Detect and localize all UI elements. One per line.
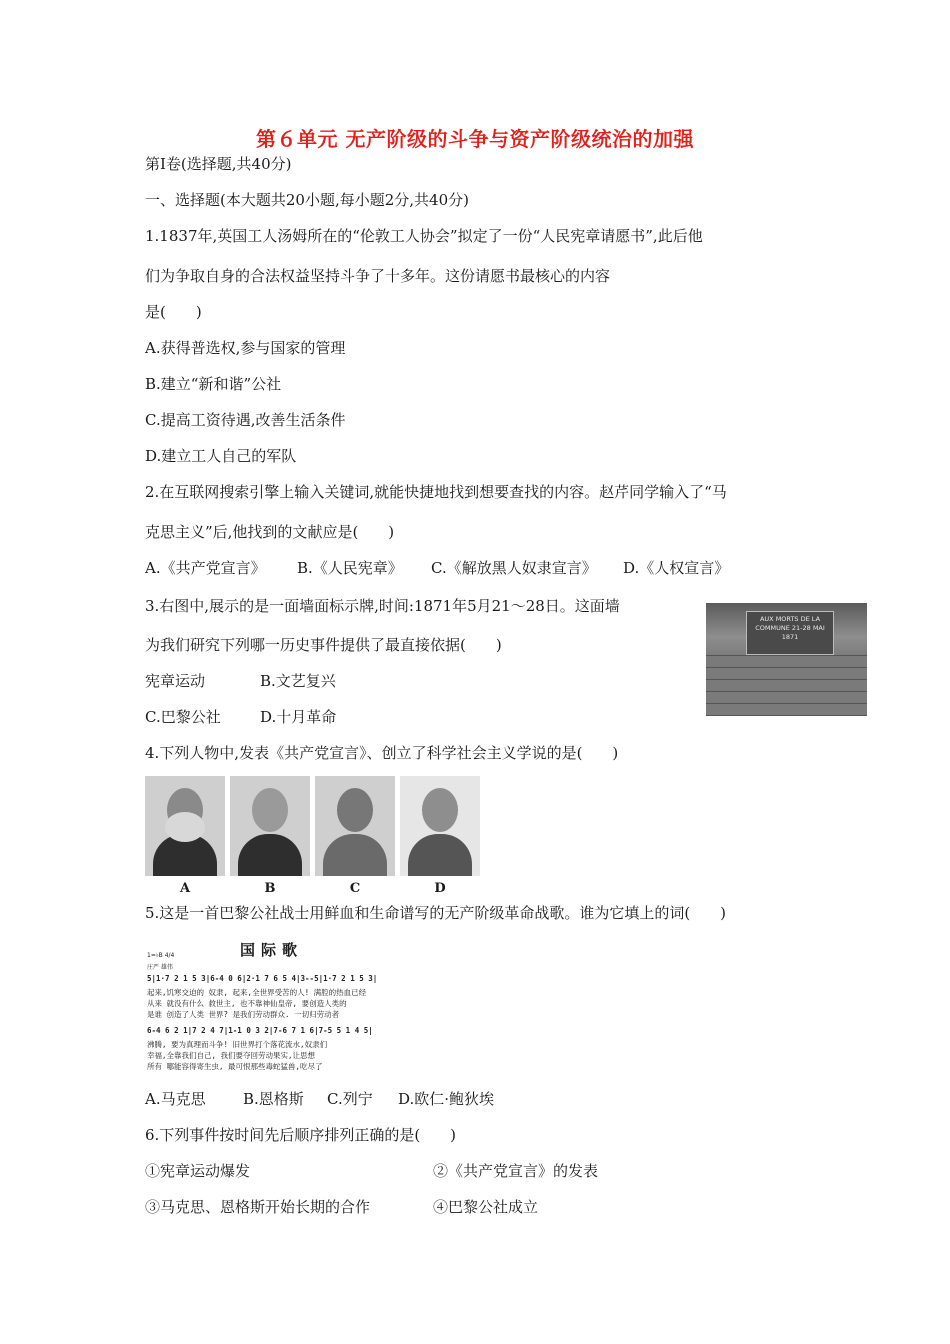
q1-stem-line1: 1.1837年,英国工人汤姆所在的“伦敦工人协会”拟定了一份“人民宪章请愿书”,此后他: [145, 227, 703, 245]
q6-item-1: ①宪章运动爆发: [145, 1162, 251, 1180]
score-lyric-5: 幸福,全靠我们自己, 我们要夺回劳动果实,让思想: [147, 1051, 316, 1060]
score-lyric-4: 沸腾, 要为真理而斗争! 旧世界打个落花流水,奴隶们: [147, 1040, 328, 1049]
q5-option-c: C.列宁: [327, 1090, 373, 1108]
q6-item-4: ④巴黎公社成立: [433, 1198, 539, 1216]
q6-stem: 6.下列事件按时间先后顺序排列正确的是( ): [145, 1126, 457, 1144]
internationale-score: [145, 934, 418, 1076]
portrait-label-b: B: [264, 881, 276, 896]
portrait-label-d: D: [434, 881, 446, 896]
score-lyric-2: 从来 就没有什么 救世主, 也不靠神仙皇帝, 要创造人类的: [147, 999, 347, 1008]
q3-options-row1: [145, 671, 336, 691]
q2-option-d: D.《人权宣言》: [623, 559, 730, 577]
q5-option-a: A.马克思: [145, 1090, 206, 1108]
q1-stem-line3: 是( ): [145, 303, 202, 321]
q6-item-3: ③马克思、恩格斯开始长期的合作: [145, 1198, 371, 1216]
q2-options: [145, 558, 729, 578]
wall-plaque-text: AUX MORTS DE LA COMMUNE 21-28 MAI 1871: [755, 615, 825, 641]
q5-option-d: D.欧仁·鲍狄埃: [398, 1090, 495, 1108]
q3-option-d: D.十月革命: [260, 708, 337, 726]
q3-option-c: C.巴黎公社: [145, 708, 221, 726]
score-lyric-3: 是谁 创造了人类 世界? 是我们劳动群众. 一切归劳动者: [147, 1010, 340, 1019]
portrait-label-c: C: [349, 881, 361, 896]
q1-option-b: B.建立“新和谐”公社: [145, 375, 282, 393]
q6-item-2: ②《共产党宣言》的发表: [433, 1162, 599, 1180]
q2-option-b: B.《人民宪章》: [297, 559, 403, 577]
q5-options: [145, 1089, 494, 1109]
q3-option-a: 宪章运动: [145, 672, 206, 690]
wall-bricks: [706, 655, 867, 716]
q4-stem: 4.下列人物中,发表《共产党宣言》、创立了科学社会主义学说的是( ): [145, 744, 619, 762]
q6-items-row2: [145, 1197, 538, 1217]
wall-plaque: [746, 611, 834, 655]
q5-option-b: B.恩格斯: [243, 1090, 304, 1108]
q3-options-row2: [145, 707, 336, 727]
q1-option-d: D.建立工人自己的军队: [145, 447, 297, 465]
portrait-a: [145, 776, 225, 876]
q2-option-c: C.《解放黑人奴隶宣言》: [431, 559, 597, 577]
portrait-c: [315, 776, 395, 876]
q5-stem: 5.这是一首巴黎公社战士用鲜血和生命谱写的无产阶级革命战歌。谁为它填上的词( ): [145, 904, 727, 922]
q2-stem-line1: 2.在互联网搜索引擎上输入关键词,就能快捷地找到想要查找的内容。赵芹同学输入了“马: [145, 483, 727, 501]
commune-wall-photo: [706, 603, 867, 716]
portrait-label-a: A: [179, 881, 191, 896]
score-lyric-6: 所有 哪能容得寄生虫, 最可恨那些毒蛇猛兽,吃尽了: [147, 1062, 323, 1071]
q6-items-row1: [145, 1161, 598, 1181]
q2-stem-line2: 克思主义”后,他找到的文献应是( ): [145, 523, 395, 541]
q3-stem-line1: 3.右图中,展示的是一面墙面标示牌,时间:1871年5月21～28日。这面墙: [145, 597, 620, 615]
portrait-b: [230, 776, 310, 876]
q1-option-c: C.提高工资待遇,改善生活条件: [145, 411, 346, 429]
portrait-row: [145, 776, 477, 896]
score-key: 1=♭B 4/4: [147, 952, 175, 959]
part-header: 一、选择题(本大题共20小题,每小题2分,共40分): [145, 191, 469, 209]
score-notes-2: 6-4 6 2 1|7 2 4 7|1-1 0 3 2|7-6 7 1 6|7-5 5 1 4 5|: [147, 1026, 373, 1035]
q3-option-b: B.文艺复兴: [260, 672, 336, 690]
portrait-d: [400, 776, 480, 876]
q1-stem-line2: 们为争取自身的合法权益坚持斗争了十多年。这份请愿书最核心的内容: [145, 267, 611, 285]
score-notes-1: 5|1·7 2 1 5 3|6-4 0 6|2·1 7 6 5 4|3--5|1·7 2 1 5 3|: [147, 974, 378, 983]
score-tempo: 庄严 雄伟: [147, 964, 173, 971]
section-header: 第Ⅰ卷(选择题,共40分): [145, 155, 292, 173]
q2-option-a: A.《共产党宣言》: [145, 559, 266, 577]
q3-stem-line2: 为我们研究下列哪一历史事件提供了最直接依据( ): [145, 636, 502, 654]
score-lyric-1: 起来,饥寒交迫的 奴隶, 起来,全世界受苦的人! 满腔的热血已经: [147, 988, 367, 997]
page-title: 第６单元 无产阶级的斗争与资产阶级统治的加强: [256, 127, 694, 151]
score-title: 国际歌: [240, 941, 304, 959]
q1-option-a: A.获得普选权,参与国家的管理: [145, 339, 346, 357]
